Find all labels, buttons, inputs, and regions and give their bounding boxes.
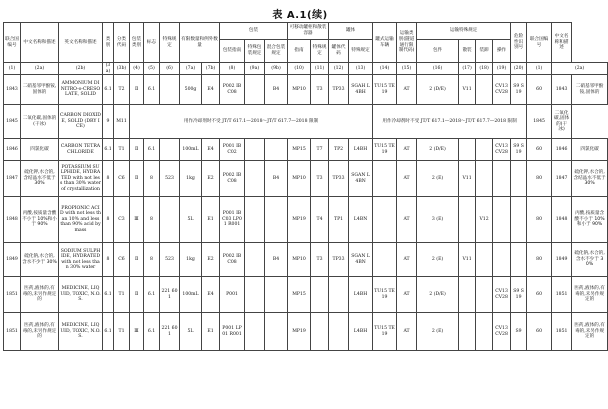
cell-tsp: TP33 (329, 243, 349, 277)
table-row (4, 105, 608, 139)
cell-eq: E2 (202, 161, 220, 197)
cell-hin: 60 (527, 277, 552, 313)
cell-mix (265, 139, 288, 161)
column-number: (13) (349, 63, 373, 75)
cell-eq: E4 (202, 139, 220, 161)
cell-un: 1846 (4, 139, 21, 161)
cell-en: AMMONIUM DINITRO-o-CRESOLATE, SOLID (59, 75, 103, 105)
cell-cn: 二硝基邻甲酚铵,固体的 (21, 75, 59, 105)
cell-pi: P002 IBC08 (220, 75, 245, 105)
cell-ti: MP10 (288, 243, 311, 277)
cell-cn2: 丙酸,按质量含酸不小于 10%和小于 90% (572, 197, 608, 243)
table-row (4, 139, 608, 161)
cell-eq: E2 (202, 243, 220, 277)
table-row (4, 161, 608, 197)
cell-cat: 2 (D/E) (417, 75, 459, 105)
cell-s2 (476, 161, 493, 197)
cell-s2 (476, 313, 493, 351)
cell-s3: CV13 CV28 (493, 277, 511, 313)
cell-rtc: L4BH (349, 139, 373, 161)
cell-sp (160, 197, 180, 243)
header-un: 联合国编号 (4, 23, 21, 63)
cell-cn2: 二硝基邻甲酚铵,固体的 (572, 75, 608, 105)
cell-code: T1 (114, 277, 130, 313)
dangerous-goods-table (3, 22, 608, 351)
column-number: (1) (4, 63, 21, 75)
cell-un2: 1851 (552, 277, 572, 313)
cell-lbl: 8 (144, 243, 160, 277)
cell-code: T1 (114, 313, 130, 351)
cell-tsp (329, 277, 349, 313)
cell-s2 (476, 139, 493, 161)
header-un-2: 联合国编号 (527, 23, 552, 63)
column-number: (9b) (265, 63, 288, 75)
cell-tinst (311, 313, 329, 351)
cell-s1 (459, 139, 476, 161)
cell-pi: P001 (220, 277, 245, 313)
cell-un: 1845 (4, 105, 21, 139)
cell-cn: 硫化钠,水合的,含水不少于 30% (21, 243, 59, 277)
column-number: (2a) (552, 63, 608, 75)
cell-lq: 5L (180, 313, 202, 351)
cell-veh: AT (397, 243, 417, 277)
cell-s3 (493, 197, 511, 243)
cell-ti: MP10 (288, 161, 311, 197)
cell-rtsp (373, 197, 397, 243)
cell-cat: 2 (E) (417, 161, 459, 197)
header-ts-package: 包件 (417, 40, 459, 63)
cell-s1: V11 (459, 243, 476, 277)
column-number: (1) (527, 63, 552, 75)
cell-en: SODIUM SULPHIDE, HYDRATED with not less than 30% water (59, 243, 103, 277)
table-title: 表 A.1(续) (272, 10, 328, 21)
cell-s2: V12 (476, 197, 493, 243)
cell-cls: 6.1 (103, 139, 114, 161)
header-portable-tank: 可移动罐柜和散装容器 (288, 23, 329, 40)
header-ts-bulk: 散装 (459, 40, 476, 63)
cell-un: 1849 (4, 243, 21, 277)
cell-ti: MP15 (288, 277, 311, 313)
column-number: (7b) (202, 63, 220, 75)
cell-s4: S9 (511, 313, 527, 351)
column-number: (7a) (180, 63, 202, 75)
cell-eq: E4 (202, 75, 220, 105)
cell-un: 1843 (4, 75, 21, 105)
cell-mix (265, 313, 288, 351)
cell-cls: 6.1 (103, 313, 114, 351)
cell-cat: 2 (D/E) (417, 139, 459, 161)
cell-sp: 523 (160, 161, 180, 197)
cell-s1 (459, 313, 476, 351)
header-en: 英文名称和描述 (59, 23, 103, 63)
cell-cls: 8 (103, 197, 114, 243)
cell-lbl: 6.1 (144, 139, 160, 161)
cell-veh: AT (397, 313, 417, 351)
cell-veh: AT (397, 277, 417, 313)
cell-hin: 60 (527, 313, 552, 351)
cell-s3 (493, 161, 511, 197)
header-pkg-special: 特殊包装规定 (245, 40, 265, 63)
cell-cn2: 四氯化碳 (572, 139, 608, 161)
cell-s2 (476, 277, 493, 313)
cell-cls: 6.1 (103, 75, 114, 105)
cell-rtsp (373, 243, 397, 277)
cell-pg: Ⅲ (130, 197, 144, 243)
cell-un2: 1849 (552, 243, 572, 277)
cell-un: 1851 (4, 313, 21, 351)
cell-rtsp: TU15 TE19 (373, 313, 397, 351)
header-label: 标志 (144, 23, 160, 63)
cell-code: T2 (114, 75, 130, 105)
cell-lq: 5L (180, 197, 202, 243)
column-number: (14) (373, 63, 397, 75)
cell-un2: 1851 (552, 313, 572, 351)
cell-cn: 二氧化碳,固体的(干冰) (21, 105, 59, 139)
column-number: (6) (160, 63, 180, 75)
cell-lq: 1kg (180, 243, 202, 277)
cell-un: 1851 (4, 277, 21, 313)
column-number: (12) (329, 63, 349, 75)
cell-pi: P001 IBC02 (220, 139, 245, 161)
cell-lbl: 6.1 (144, 313, 160, 351)
cell-cat: 2 (E) (417, 313, 459, 351)
cell-sp (160, 139, 180, 161)
cell-mix (265, 197, 288, 243)
cell-un: 1847 (4, 161, 21, 197)
cell-s3 (493, 243, 511, 277)
cell-psp (245, 75, 265, 105)
header-tank-special: 特殊规定 (311, 40, 329, 63)
cell-rtsp: TU15 TE19 (373, 75, 397, 105)
cell-pg: Ⅲ (130, 313, 144, 351)
header-road-tank: 罐体 (329, 23, 373, 40)
cell-tsp: TP1 (329, 197, 349, 243)
cell-s4 (511, 243, 527, 277)
cell-veh: AT (397, 75, 417, 105)
cell-s4 (511, 197, 527, 243)
cell-ti: MP15 (288, 139, 311, 161)
cell-tinst: T4 (311, 197, 329, 243)
cell-hin: 80 (527, 197, 552, 243)
header-class: 类别 (103, 23, 114, 63)
column-number: (20) (511, 63, 527, 75)
cell-mix: B4 (265, 161, 288, 197)
cell-sp: 221 601 (160, 277, 180, 313)
cell-lbl: 6.1 (144, 277, 160, 313)
table-row (4, 313, 608, 351)
cell-ti: MP10 (288, 75, 311, 105)
cell-tsp (329, 313, 349, 351)
cell-en: MEDICINE, LIQUID, TOXIC, N.O.S. (59, 277, 103, 313)
header-special: 特殊规定 (160, 23, 180, 63)
cell-psp (245, 161, 265, 197)
header-category: 运输类别(隧道通行限制代码) (397, 23, 417, 63)
cell-cls: 8 (103, 243, 114, 277)
column-number: (4) (130, 63, 144, 75)
cell-rtsp: TU15 TE19 (373, 139, 397, 161)
cell-rtsp: TU15 TE19 (373, 277, 397, 313)
cell-cls: 8 (103, 161, 114, 197)
column-number: (8) (220, 63, 245, 75)
cell-tinst (311, 277, 329, 313)
cell-rtsp (373, 161, 397, 197)
header-ts-loading: 装卸 (476, 40, 493, 63)
header-cn-2: 中文名称和描述 (552, 23, 572, 63)
cell-eq: E1 (202, 313, 220, 351)
column-number: (10) (288, 63, 311, 75)
cell-sp: 523 (160, 243, 180, 277)
cell-mix: B4 (265, 243, 288, 277)
cell-lq: 1kg (180, 161, 202, 197)
cell-tsp: TP33 (329, 75, 349, 105)
cell-s3: CV13 CV28 (493, 139, 511, 161)
cell-pi: P001 IBC03 LP01 R001 (220, 197, 245, 243)
column-number: (15) (397, 63, 417, 75)
cell-rtc: L4BN (349, 197, 373, 243)
cell-psp (245, 197, 265, 243)
cell-un2: 1845 (527, 105, 552, 139)
header-pkg-mixed: 混合包装规定 (265, 40, 288, 63)
header-cn: 中文名称和描述 (21, 23, 59, 63)
cell-un2: 1846 (552, 139, 572, 161)
cell-cn: 硫化钾,水合的,含结晶水不低于 30% (21, 161, 59, 197)
cell-s1: V11 (459, 161, 476, 197)
cell-tinst: T3 (311, 161, 329, 197)
cell-veh: AT (397, 161, 417, 197)
cell-cn2: 硫化钠,水合的,含水不少于 30% (572, 243, 608, 277)
cell-pi: P002 IBC08 (220, 243, 245, 277)
cell-s2 (476, 75, 493, 105)
cell-en: CARBON DIOXIDE, SOLID (DRY ICE) (59, 105, 103, 139)
header-tank-inst: 指南 (288, 40, 311, 63)
cell-s2 (476, 243, 493, 277)
cell-cn2: 医药,液体的,有毒的,未另作规定的 (572, 313, 608, 351)
cell-pg: Ⅱ (130, 243, 144, 277)
header-ts-operation: 操作 (493, 40, 511, 63)
table-row (4, 75, 608, 105)
cell-mix (265, 277, 288, 313)
cell-rtc: L4BH (349, 277, 373, 313)
cell-en: POTASSIUM SULPHIDE, HYDRATED with not less than 30% water of crystallization (59, 161, 103, 197)
column-number-row (4, 63, 608, 75)
column-number: (9a) (245, 63, 265, 75)
cell-pg: Ⅱ (130, 75, 144, 105)
cell-s4: S9 S19 (511, 75, 527, 105)
cell-veh: AT (397, 197, 417, 243)
cell-pg: Ⅱ (130, 277, 144, 313)
cell-hin: 80 (527, 161, 552, 197)
cell-psp (245, 277, 265, 313)
cell-hin: 60 (527, 139, 552, 161)
column-number: (2b) (59, 63, 103, 75)
cell-code: C6 (114, 161, 130, 197)
cell-s1 (459, 277, 476, 313)
cell-cn: 四氯化碳 (21, 139, 59, 161)
cell-cls: 9 (103, 105, 114, 139)
cell-s3: CV13 CV28 (493, 313, 511, 351)
header-code: 分类代码 (114, 23, 130, 63)
column-number: (16) (417, 63, 459, 75)
cell-eq: E1 (202, 197, 220, 243)
cell-rtc: SGAN L4BN (349, 161, 373, 197)
cell-s3: CV13 CV28 (493, 75, 511, 105)
column-number: (3b) (114, 63, 130, 75)
cell-lq: 100mL (180, 139, 202, 161)
header-pg: 包装类别 (130, 23, 144, 63)
column-number: (17) (459, 63, 476, 75)
cell-un2: 1847 (552, 161, 572, 197)
cell-pg: Ⅱ (130, 139, 144, 161)
cell-cn: 丙酸,按质量含酸不小于 10%和小于 90% (21, 197, 59, 243)
cell-code: T1 (114, 139, 130, 161)
header-rt-special: 特殊规定 (349, 40, 373, 63)
table-row (4, 197, 608, 243)
cell-en: MEDICINE, LIQUID, TOXIC, N.O.S. (59, 313, 103, 351)
cell-en: PROPIONIC ACID with not less than 10% and less than 90% acid by mass (59, 197, 103, 243)
cell-cls: 6.1 (103, 277, 114, 313)
cell-s4: S9 S19 (511, 277, 527, 313)
cell-cn2: 医药,液体的,有毒的,未另作规定的 (572, 277, 608, 313)
column-number: (19) (493, 63, 511, 75)
cell-code: C3 (114, 197, 130, 243)
cell-cn2: 硫化钾,水合的,含结晶水不低于 30% (572, 161, 608, 197)
cell-tinst: T3 (311, 75, 329, 105)
column-number: (3a) (103, 63, 114, 75)
cell-lbl: 6.1 (144, 75, 160, 105)
cell-hin: 60 (527, 75, 552, 105)
cell-ti: MP19 (288, 197, 311, 243)
table-row (4, 243, 608, 277)
header-rt-code: 罐体代码 (329, 40, 349, 63)
cell-code: C6 (114, 243, 130, 277)
cell-lq: 500g (180, 75, 202, 105)
cell-tsp: TP33 (329, 161, 349, 197)
cell-lbl: 8 (144, 161, 160, 197)
cell-lbl: 8 (144, 197, 160, 243)
column-number: (18) (476, 63, 493, 75)
cell-cat: 2 (D/E) (417, 277, 459, 313)
cell-cat: 2 (E) (417, 243, 459, 277)
cell-lq: 100mL (180, 277, 202, 313)
cell-eq: E4 (202, 277, 220, 313)
cell-pi: P002 IBC08 (220, 161, 245, 197)
cell-pi: P001 LP01 R001 (220, 313, 245, 351)
cell-cn: 医药,液体的,有毒的,未另作规定的 (21, 313, 59, 351)
cell-cat: 3 (E) (417, 197, 459, 243)
cell-un: 1848 (4, 197, 21, 243)
cell-tsp: TP2 (329, 139, 349, 161)
cell-tinst: T3 (311, 243, 329, 277)
header-pkg-inst: 包装指南 (220, 40, 245, 63)
cell-hin: 80 (527, 243, 552, 277)
cell-tinst: T7 (311, 139, 329, 161)
cell-pg: Ⅱ (130, 161, 144, 197)
cell-psp (245, 243, 265, 277)
cell-code: M11 (114, 105, 130, 139)
column-number: (11) (311, 63, 329, 75)
cell-rtc: SGAN L4BN (349, 243, 373, 277)
cell-s1 (459, 197, 476, 243)
cell-sp: 221 601 (160, 313, 180, 351)
cell-rtc: L4BH (349, 313, 373, 351)
header-transport-special: 运输特殊规定 (417, 23, 511, 40)
column-number: (5) (144, 63, 160, 75)
cell-s4: S9 S19 (511, 139, 527, 161)
cell-rtc: SGAH L4BH (349, 75, 373, 105)
header-vehicle: 罐式运输车辆 (373, 23, 397, 63)
cell-note2: 用作冷却剂时不受 JT/T 617.1—2018～JT/T 617.7—2018 限制 (373, 105, 527, 139)
header-limited-qty: 有限数量和例外数量 (180, 23, 220, 63)
cell-en: CARBON TETRACHLORIDE (59, 139, 103, 161)
cell-un2: 1843 (552, 75, 572, 105)
cell-un2: 1848 (552, 197, 572, 243)
header-packaging: 包装 (220, 23, 288, 40)
table-row (4, 277, 608, 313)
cell-psp (245, 313, 265, 351)
cell-sp (160, 75, 180, 105)
cell-ti: MP19 (288, 313, 311, 351)
header-hin: 危险性识别号 (511, 23, 527, 63)
cell-cn: 医药,液体的,有毒的,未另作规定的 (21, 277, 59, 313)
cell-s4 (511, 161, 527, 197)
cell-psp (245, 139, 265, 161)
cell-veh: AT (397, 139, 417, 161)
cell-mix: B4 (265, 75, 288, 105)
cell-note: 用作冷却剂时不受 JT/T 617.1—2018～JT/T 617.7—2018 限制 (130, 105, 373, 139)
cell-s1: V11 (459, 75, 476, 105)
cell-cn2: 二氧化碳,固体的(干冰) (552, 105, 572, 139)
column-number: (2a) (21, 63, 59, 75)
